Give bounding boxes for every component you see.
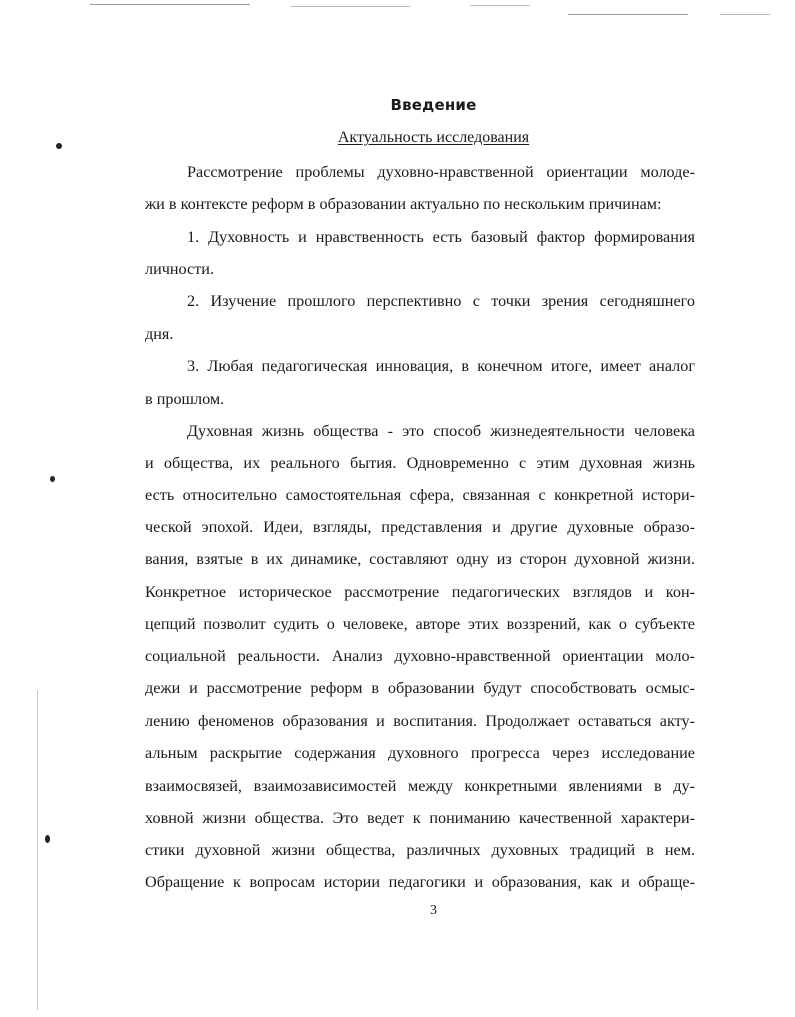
paragraph-line: Обращение к вопросам истории педагогики и образования, как и обраще- [145, 873, 695, 891]
paragraph-line: ческой эпохой. Идеи, взгляды, представления и другие духовные образо- [145, 518, 695, 536]
scan-artifact-line [568, 14, 688, 15]
paragraph-line: 3. Любая педагогическая инновация, в конечном итоге, имеет аналог [187, 357, 695, 375]
section-subheading: Актуальность исследования [337, 129, 530, 146]
paragraph-line: цепций позволит судить о человеке, авторе этих воззрений, как о субъекте [145, 615, 695, 633]
paragraph-line: взаимосвязей, взаимозависимостей между конкретными явлениями в ду- [145, 777, 695, 795]
paragraph-line: личности. [145, 260, 215, 278]
paragraph-line: социальной реальности. Анализ духовно-нравственной ориентации моло- [145, 647, 695, 665]
punch-hole-mark [45, 835, 50, 843]
paragraph-line: 2. Изучение прошлого перспективно с точки зрения сегодняшнего [187, 292, 695, 310]
paragraph-line: Конкретное историческое рассмотрение педагогических взглядов и кон- [145, 583, 695, 601]
document-heading: Введение [390, 96, 477, 114]
paragraph-line: дежи и рассмотрение реформ в образовании будут способствовать осмыс- [145, 679, 695, 697]
scan-artifact-line [290, 6, 410, 7]
scan-artifact-line [470, 5, 530, 6]
paragraph-line: в прошлом. [145, 390, 225, 408]
scan-artifact-line [90, 4, 250, 5]
paragraph-line: вания, взятые в их динамике, составляют одну из сторон духовной жизни. [145, 550, 695, 568]
paragraph-line: ховной жизни общества. Это ведет к пониманию качественной характери- [145, 809, 695, 827]
punch-hole-mark [50, 476, 55, 482]
paragraph-line: жи в контексте реформ в образовании актуально по нескольким причинам: [145, 195, 662, 213]
paragraph-line: стики духовной жизни общества, различных духовных традиций в нем. [145, 841, 695, 859]
paragraph-line: Духовная жизнь общества - это способ жизнедеятельности человека [187, 422, 695, 440]
paragraph-line: 1. Духовность и нравственность есть базовый фактор формирования [187, 228, 695, 246]
paragraph-line: Рассмотрение проблемы духовно-нравственной ориентации молоде- [187, 163, 695, 181]
paragraph-line: и общества, их реального бытия. Одновременно с этим духовная жизнь [145, 454, 695, 472]
paragraph-line: лению феноменов образования и воспитания. Продолжает оставаться акту- [145, 712, 695, 730]
paragraph-line: дня. [145, 325, 174, 343]
paragraph-line: есть относительно самостоятельная сфера, связанная с конкретной истори- [145, 486, 695, 504]
scan-artifact-edge [37, 690, 38, 1010]
scan-artifact-line [720, 14, 770, 15]
page-number: 3 [430, 903, 437, 918]
paragraph-line: альным раскрытие содержания духовного прогресса через исследование [145, 744, 695, 762]
